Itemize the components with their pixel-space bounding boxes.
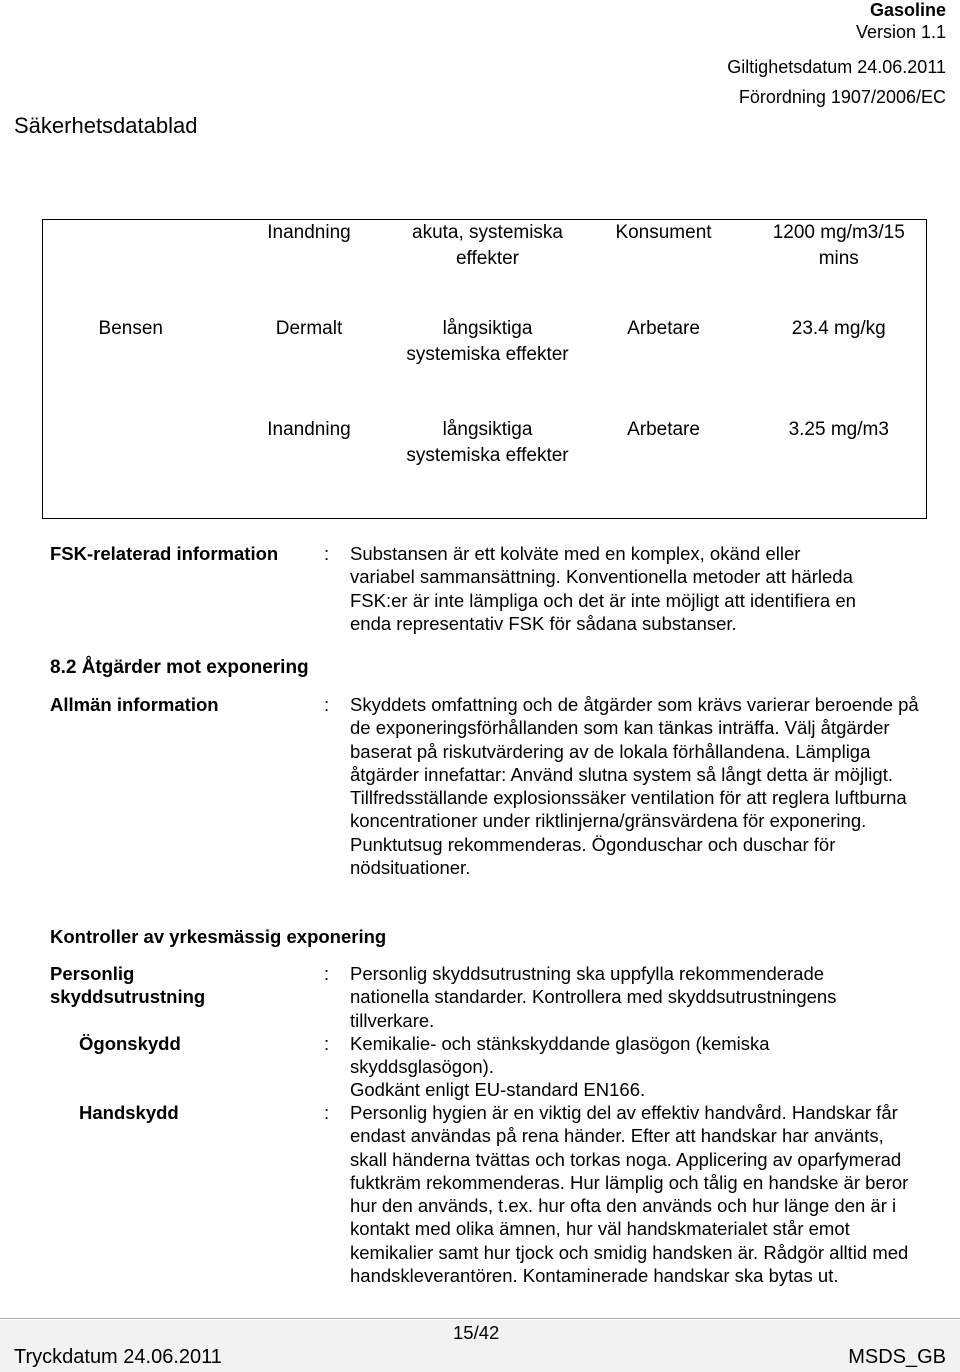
- exposure-limits-table: [42, 219, 927, 519]
- document-code: MSDS_GB: [848, 1346, 946, 1368]
- product-name: Gasoline: [869, 0, 946, 20]
- cell-route: Inandning: [267, 222, 351, 243]
- eye-protection-text: Kemikalie- och stänkskyddande glasögon (kemiska skyddsglasögon).: [350, 1033, 770, 1078]
- cell-route: Dermalt: [275, 318, 343, 339]
- cell-value: 3.25 mg/m3: [788, 419, 889, 440]
- print-date: Tryckdatum 24.06.2011: [14, 1346, 222, 1368]
- cell-substance: [43, 220, 219, 317]
- table-row: [43, 316, 927, 417]
- validity-date: Giltighetsdatum 24.06.2011: [727, 57, 946, 77]
- table-row: [43, 220, 927, 317]
- hand-protection-colon: :: [324, 1102, 330, 1123]
- cell-group: Arbetare: [627, 318, 700, 339]
- fsk-colon: :: [324, 543, 330, 564]
- hand-protection-label: Handskydd: [79, 1102, 179, 1123]
- cell-substance: [43, 417, 219, 519]
- section-heading-8-2: 8.2 Åtgärder mot exponering: [50, 657, 309, 678]
- ppe-label: Personlig skyddsutrustning: [50, 963, 206, 1008]
- cell-value: 1200 mg/m3/15 mins: [772, 222, 905, 269]
- cell-effect: långsiktiga systemiska effekter: [406, 419, 569, 466]
- cell-effect: akuta, systemiska effekter: [412, 222, 563, 269]
- general-info-colon: :: [324, 694, 330, 715]
- occupational-exposure-heading: Kontroller av yrkesmässig exponering: [50, 926, 387, 947]
- general-info-text: Skyddets omfattning och de åtgärder som krävs varierar beroende på de exponeringsförhållanden som kan tänkas inträffa. Välj åtgärder baserat på riskutvärdering av de lokala förhållandena. Lämpliga åtgärder innefattar: Använd slutna system så långt detta är möjligt. Tillfredsställande explosionssäker ventilation för att reglera luftburna koncentrationer under riktlinjerna/gränsvärdena för exponering. Punktutsug rekommenderas. Ögonduschar och duschar för nödsituationer.: [350, 694, 919, 879]
- general-info-label: Allmän information: [50, 694, 219, 715]
- version-label: Version 1.1: [855, 22, 946, 42]
- eye-protection-colon: :: [324, 1033, 330, 1054]
- hand-protection-text: Personlig hygien är en viktig del av effektiv handvård. Handskar får endast användas på rena händer. Efter att handskar har använts, skall händerna tvättas och torkas noga. Applicering av oparfymerad fuktkräm rekommenderas. Hur lämplig och tålig en handske är beror hur den används, t.ex. hur ofta den används och hur länge den är i kontakt med olika ämnen, hur väl handskmaterialet står emot kemikalier samt hur tjock och smidig handsken är. Rådgör alltid med handskleverantören. Kontaminerade handskar ska bytas ut.: [350, 1102, 909, 1287]
- cell-substance: Bensen: [98, 318, 163, 339]
- document-title: Säkerhetsdatablad: [14, 113, 198, 138]
- table-row: [43, 417, 927, 519]
- ppe-text: Personlig skyddsutrustning ska uppfylla rekommenderade nationella standarder. Kontrollera med skyddsutrustningens tillverkare.: [350, 963, 837, 1031]
- eye-protection-label: Ögonskydd: [79, 1033, 181, 1054]
- footer-divider: [0, 1318, 960, 1319]
- fsk-text: Substansen är ett kolväte med en komplex, okänd eller variabel sammansättning. Konventionella metoder att härleda FSK:er är inte lämpliga och det är inte möjligt att identifiera en enda representativ FSK för sådana substanser.: [350, 543, 856, 634]
- regulation-label: Förordning 1907/2006/EC: [738, 87, 946, 107]
- cell-effect: långsiktiga systemiska effekter: [406, 318, 569, 365]
- page-number: 15/42: [453, 1322, 500, 1343]
- cell-group: Konsument: [615, 222, 712, 243]
- cell-group: Arbetare: [627, 419, 700, 440]
- ppe-colon: :: [324, 963, 330, 984]
- fsk-label: FSK-relaterad information: [50, 543, 279, 564]
- cell-route: Inandning: [267, 419, 351, 440]
- eye-protection-standard: Godkänt enligt EU-standard EN166.: [350, 1079, 646, 1100]
- cell-value: 23.4 mg/kg: [791, 318, 886, 339]
